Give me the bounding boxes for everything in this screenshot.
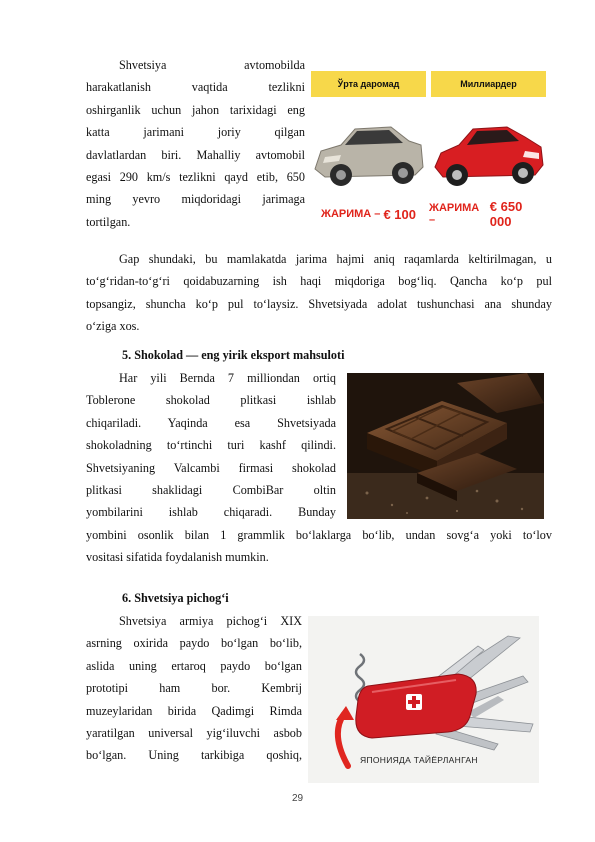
text-line: egasi 290 km/s tezlikni qayd etib, 650 [86,169,305,184]
text-line: Shvetsiyaning Valcambi firmasi shokolad [86,460,336,475]
text-line: topsangiz, shuncha ko‘p pul to‘laysiz. Shvetsiyada adolat tushunchasi ana shunday [86,296,552,311]
text-line: chiqariladi. Yaqinda esa Shvetsiyada [86,415,336,430]
text-line: muzeylaridan birida Qadimgi Rimda [86,703,302,718]
chocolate-bar-icon [347,373,544,519]
text-line: tortilgan. [86,214,131,229]
car-header-left: Ўрта даромад [311,71,426,97]
text-line: aslida uning ertaroq paydo bo‘lgan [86,658,302,673]
chocolate-photo [347,373,544,519]
section-heading-knife: 6. Shvetsiya pichog‘i [122,591,229,605]
text-line: bo‘lgan. Uning tarkibiga qoshiq, [86,748,302,763]
swiss-knife-photo [308,616,539,783]
text-line: o‘ziga xos. [86,319,140,334]
text-line: prototipi ham bor. Kembrij [86,681,302,696]
car-header-right: Миллиардер [431,71,546,97]
text-line: shokoladning to‘rtinchi turi kashf qilindi. [86,438,336,453]
text-line: Toblerone shokolad plitkasi ishlab [86,393,336,408]
car-fine-left: ЖАРИМА – € 100 [321,206,416,222]
text-line: davlatlardan biri. Mahalliy avtomobil [86,147,305,162]
paragraph-fines-detail [86,248,552,338]
paragraph-fines-intro [86,54,305,233]
text-line: Gap shundaki, bu mamlakatda jarima hajmi aniq raqamlarda keltirilmagan, u [119,252,552,266]
text-line: harakatlanish vaqtida tezlikni [86,80,305,95]
text-line: yombini osonlik bilan 1 grammlik bo‘laklarga bo‘lib, undan sovg‘a yoki to‘lov [86,527,552,542]
car-fine-right: ЖАРИМА – € 650 000 [429,199,523,228]
knife-caption: ЯПОНИЯДА ТАЙЁРЛАНГАН [360,755,478,765]
text-line: yombilarini ishlab chiqaradi. Bunday [86,505,336,520]
text-line: to‘g‘ridan-to‘g‘ri qoidabuzarning ish haqi miqdoriga bog‘liq. Qancha ko‘p pul [86,274,552,289]
text-line: asrning oxirida paydo bo‘lgan bo‘lib, [86,636,302,651]
text-line: vositasi sifatida foydalanish mumkin. [86,550,269,565]
text-line: katta jarimani joriy qilgan [86,125,305,140]
text-line: Shvetsiya armiya pichog‘i XIX [119,614,302,628]
text-line: ming yevro miqdoridagi jarimaga [86,192,305,207]
car-comparison-figure [311,71,546,228]
text-line: yaratilgan universal yig‘iluvchi asbob [86,725,302,740]
paragraph-knife [86,610,302,767]
page-number: 29 [291,793,304,804]
text-line: oshirganlik uchun jahon tarixidagi eng [86,102,305,117]
text-line: Shvetsiya avtomobilda [119,58,305,72]
text-line: Har yili Bernda 7 milliondan ortiq [119,371,336,385]
section-heading-chocolate: 5. Shokolad — eng yirik eksport mahsuloti [122,348,345,362]
text-line: plitkasi shaklidagi CombiBar oltin [86,482,336,497]
